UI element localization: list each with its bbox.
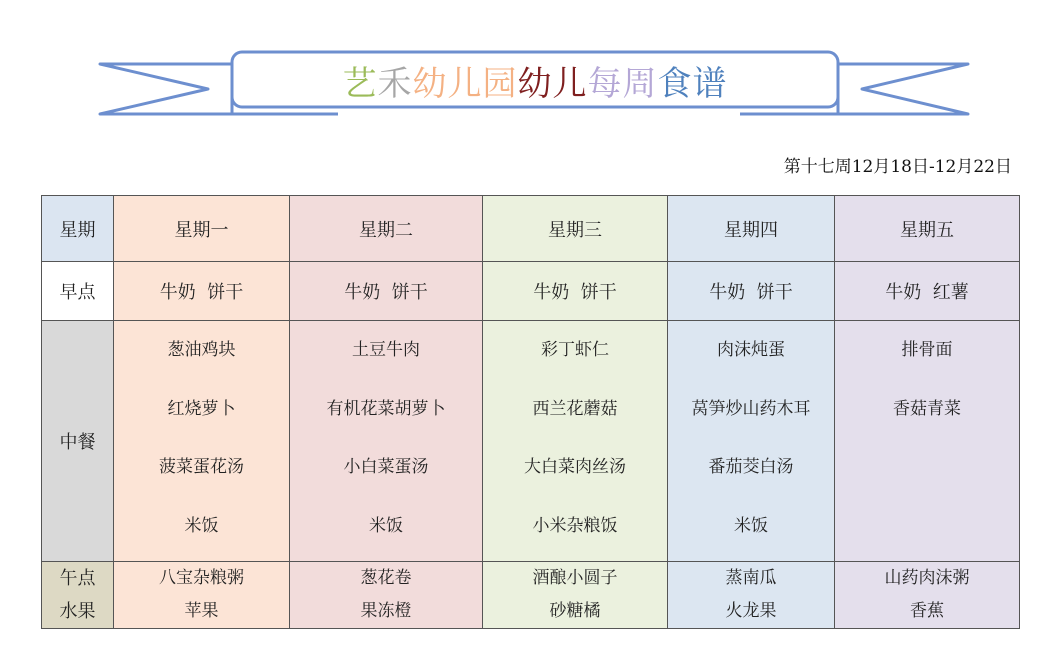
title-part-6: 食谱 xyxy=(657,63,728,104)
fruit-label: 水果 xyxy=(59,601,96,622)
lunch-dish: 番茄茭白汤 xyxy=(708,457,794,477)
snack-fruit-label xyxy=(42,562,114,629)
snack-fruit-row xyxy=(42,562,1020,629)
snack-label: 午点 xyxy=(59,568,96,589)
lunch-dish: 小白菜蛋汤 xyxy=(343,457,429,477)
snack-item: 蒸南瓜 xyxy=(725,568,777,588)
day-header-friday: 星期五 xyxy=(835,196,1020,262)
header-row xyxy=(42,196,1020,262)
title-part-1: 艺 xyxy=(342,63,378,104)
lunch-dish-empty xyxy=(835,503,1019,562)
lunch-dish: 米饭 xyxy=(734,515,768,536)
ribbon-left-tail xyxy=(100,64,232,114)
lunch-tuesday xyxy=(290,321,483,562)
breakfast-row xyxy=(42,262,1020,321)
lunch-dish: 香菇青菜 xyxy=(893,398,961,419)
week-date-range: 第十七周12月18日-12月22日 xyxy=(783,157,1012,177)
snack-item: 山药肉沫粥 xyxy=(884,568,970,588)
lunch-thursday xyxy=(668,321,835,562)
fruit-item: 火龙果 xyxy=(725,601,777,621)
lunch-dish: 米饭 xyxy=(369,515,403,536)
lunch-dish: 土豆牛肉 xyxy=(352,340,420,360)
snack-fruit-tuesday xyxy=(290,562,483,629)
weekly-menu-table xyxy=(41,195,1020,629)
menu-title xyxy=(235,52,835,108)
lunch-dish: 米饭 xyxy=(184,515,219,536)
breakfast-friday: 牛奶 红薯 xyxy=(835,262,1020,321)
corner-label: 星期 xyxy=(42,196,114,262)
lunch-dish: 肉沫炖蛋 xyxy=(717,340,785,360)
title-part-2: 禾 xyxy=(377,63,413,104)
lunch-dish: 红烧萝卜 xyxy=(167,398,236,419)
lunch-dish: 小米杂粮饭 xyxy=(532,515,618,536)
lunch-dish: 葱油鸡块 xyxy=(167,340,236,360)
title-part-4: 幼儿 xyxy=(517,63,588,104)
day-header-tuesday: 星期二 xyxy=(290,196,483,262)
snack-fruit-monday xyxy=(114,562,290,629)
lunch-monday xyxy=(114,321,290,562)
title-part-3: 幼儿园 xyxy=(412,63,518,104)
lunch-wednesday xyxy=(483,321,668,562)
snack-item: 葱花卷 xyxy=(360,568,412,588)
breakfast-tuesday: 牛奶 饼干 xyxy=(290,262,483,321)
breakfast-thursday: 牛奶 饼干 xyxy=(668,262,835,321)
day-header-wednesday: 星期三 xyxy=(483,196,668,262)
snack-fruit-wednesday xyxy=(483,562,668,629)
day-header-thursday: 星期四 xyxy=(668,196,835,262)
day-header-monday: 星期一 xyxy=(114,196,290,262)
lunch-dish-empty xyxy=(835,444,1019,503)
lunch-dish: 大白菜肉丝汤 xyxy=(524,457,626,477)
fruit-item: 砂糖橘 xyxy=(549,601,601,621)
lunch-row xyxy=(42,321,1020,562)
snack-item: 八宝杂粮粥 xyxy=(159,568,244,588)
ribbon-right-tail xyxy=(838,64,968,114)
lunch-dish: 菠菜蛋花汤 xyxy=(159,457,244,477)
lunch-friday xyxy=(835,321,1020,562)
fruit-item: 果冻橙 xyxy=(360,601,412,621)
lunch-dish: 彩丁虾仁 xyxy=(541,340,609,360)
snack-item: 酒酿小圆子 xyxy=(532,568,618,588)
snack-fruit-thursday xyxy=(668,562,835,629)
title-part-5: 每周 xyxy=(587,63,658,104)
lunch-dish: 莴笋炒山药木耳 xyxy=(691,398,811,419)
lunch-dish: 排骨面 xyxy=(901,340,953,360)
breakfast-monday: 牛奶 饼干 xyxy=(114,262,290,321)
breakfast-label: 早点 xyxy=(42,262,114,321)
lunch-dish: 有机花菜胡萝卜 xyxy=(326,398,446,419)
breakfast-wednesday: 牛奶 饼干 xyxy=(483,262,668,321)
lunch-label: 中餐 xyxy=(42,321,114,562)
lunch-dish: 西兰花蘑菇 xyxy=(532,398,618,419)
snack-fruit-friday xyxy=(835,562,1020,629)
fruit-item: 苹果 xyxy=(184,601,219,621)
fruit-item: 香蕉 xyxy=(910,601,944,621)
